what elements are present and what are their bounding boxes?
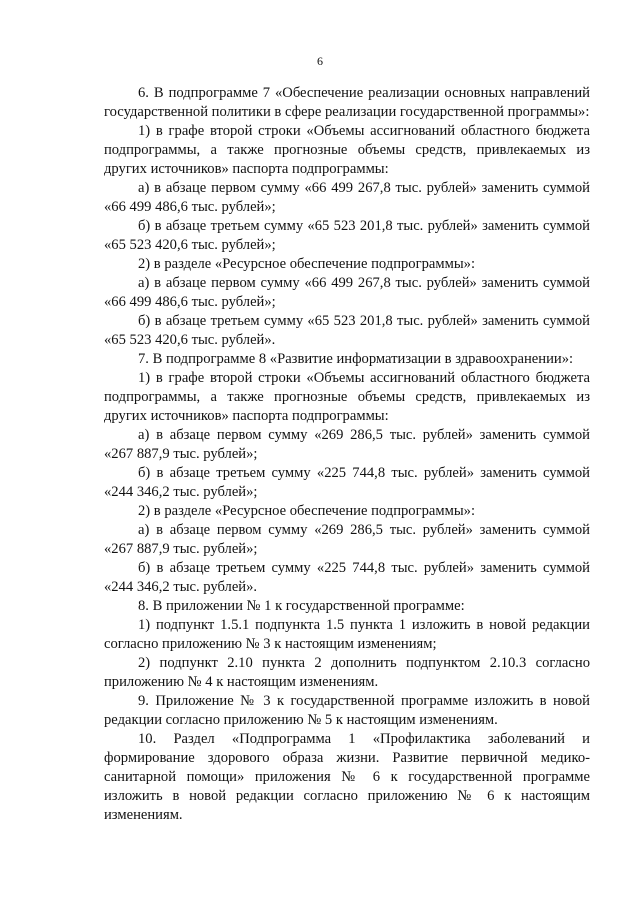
- paragraph: 6. В подпрограмме 7 «Обеспечение реализации основных направлений государственной политики в сфере реализации государственной программы»:: [104, 85, 590, 120]
- paragraph: б) в абзаце третьем сумму «65 523 201,8 тыс. рублей» заменить суммой «65 523 420,6 тыс. рублей»;: [104, 218, 590, 253]
- paragraph: б) в абзаце третьем сумму «225 744,8 тыс. рублей» заменить суммой «244 346,2 тыс. рублей»;: [104, 465, 590, 500]
- paragraph: а) в абзаце первом сумму «66 499 267,8 тыс. рублей» заменить суммой «66 499 486,6 тыс. рублей»;: [104, 275, 590, 310]
- paragraph: 10. Раздел «Подпрограмма 1 «Профилактика заболеваний и формирование здорового образа жизни. Развитие первичной медико-санитарной помощи» приложения № 6 к государственной программе изложить в новой редакции согласно приложению № 6 к настоящим изменениям.: [104, 731, 590, 823]
- paragraph: 1) в графе второй строки «Объемы ассигнований областного бюджета подпрограммы, а также прогнозные объемы средств, привлекаемых из других источников» паспорта подпрограммы:: [104, 370, 590, 424]
- paragraph: 2) подпункт 2.10 пункта 2 дополнить подпунктом 2.10.3 согласно приложению № 4 к настоящим изменениям.: [104, 655, 590, 690]
- paragraph: б) в абзаце третьем сумму «65 523 201,8 тыс. рублей» заменить суммой «65 523 420,6 тыс. рублей».: [104, 313, 590, 348]
- paragraph: а) в абзаце первом сумму «269 286,5 тыс. рублей» заменить суммой «267 887,9 тыс. рублей»;: [104, 427, 590, 462]
- page-number: 6: [317, 54, 323, 68]
- paragraph: а) в абзаце первом сумму «269 286,5 тыс. рублей» заменить суммой «267 887,9 тыс. рублей»;: [104, 522, 590, 557]
- paragraph: 1) подпункт 1.5.1 подпункта 1.5 пункта 1 изложить в новой редакции согласно приложению № 3 к настоящим изменениям;: [104, 617, 590, 652]
- document-body: [104, 84, 590, 825]
- paragraph: 2) в разделе «Ресурсное обеспечение подпрограммы»:: [138, 503, 475, 519]
- paragraph: 7. В подпрограмме 8 «Развитие информатизации в здравоохранении»:: [138, 351, 574, 367]
- paragraph: 9. Приложение № 3 к государственной программе изложить в новой редакции согласно приложению № 5 к настоящим изменениям.: [104, 693, 590, 728]
- paragraph: 2) в разделе «Ресурсное обеспечение подпрограммы»:: [138, 256, 475, 272]
- paragraph: 8. В приложении № 1 к государственной программе:: [138, 598, 465, 614]
- paragraph: б) в абзаце третьем сумму «225 744,8 тыс. рублей» заменить суммой «244 346,2 тыс. рублей».: [104, 560, 590, 595]
- paragraph: 1) в графе второй строки «Объемы ассигнований областного бюджета подпрограммы, а также прогнозные объемы средств, привлекаемых из других источников» паспорта подпрограммы:: [104, 123, 590, 177]
- paragraph: а) в абзаце первом сумму «66 499 267,8 тыс. рублей» заменить суммой «66 499 486,6 тыс. рублей»;: [104, 180, 590, 215]
